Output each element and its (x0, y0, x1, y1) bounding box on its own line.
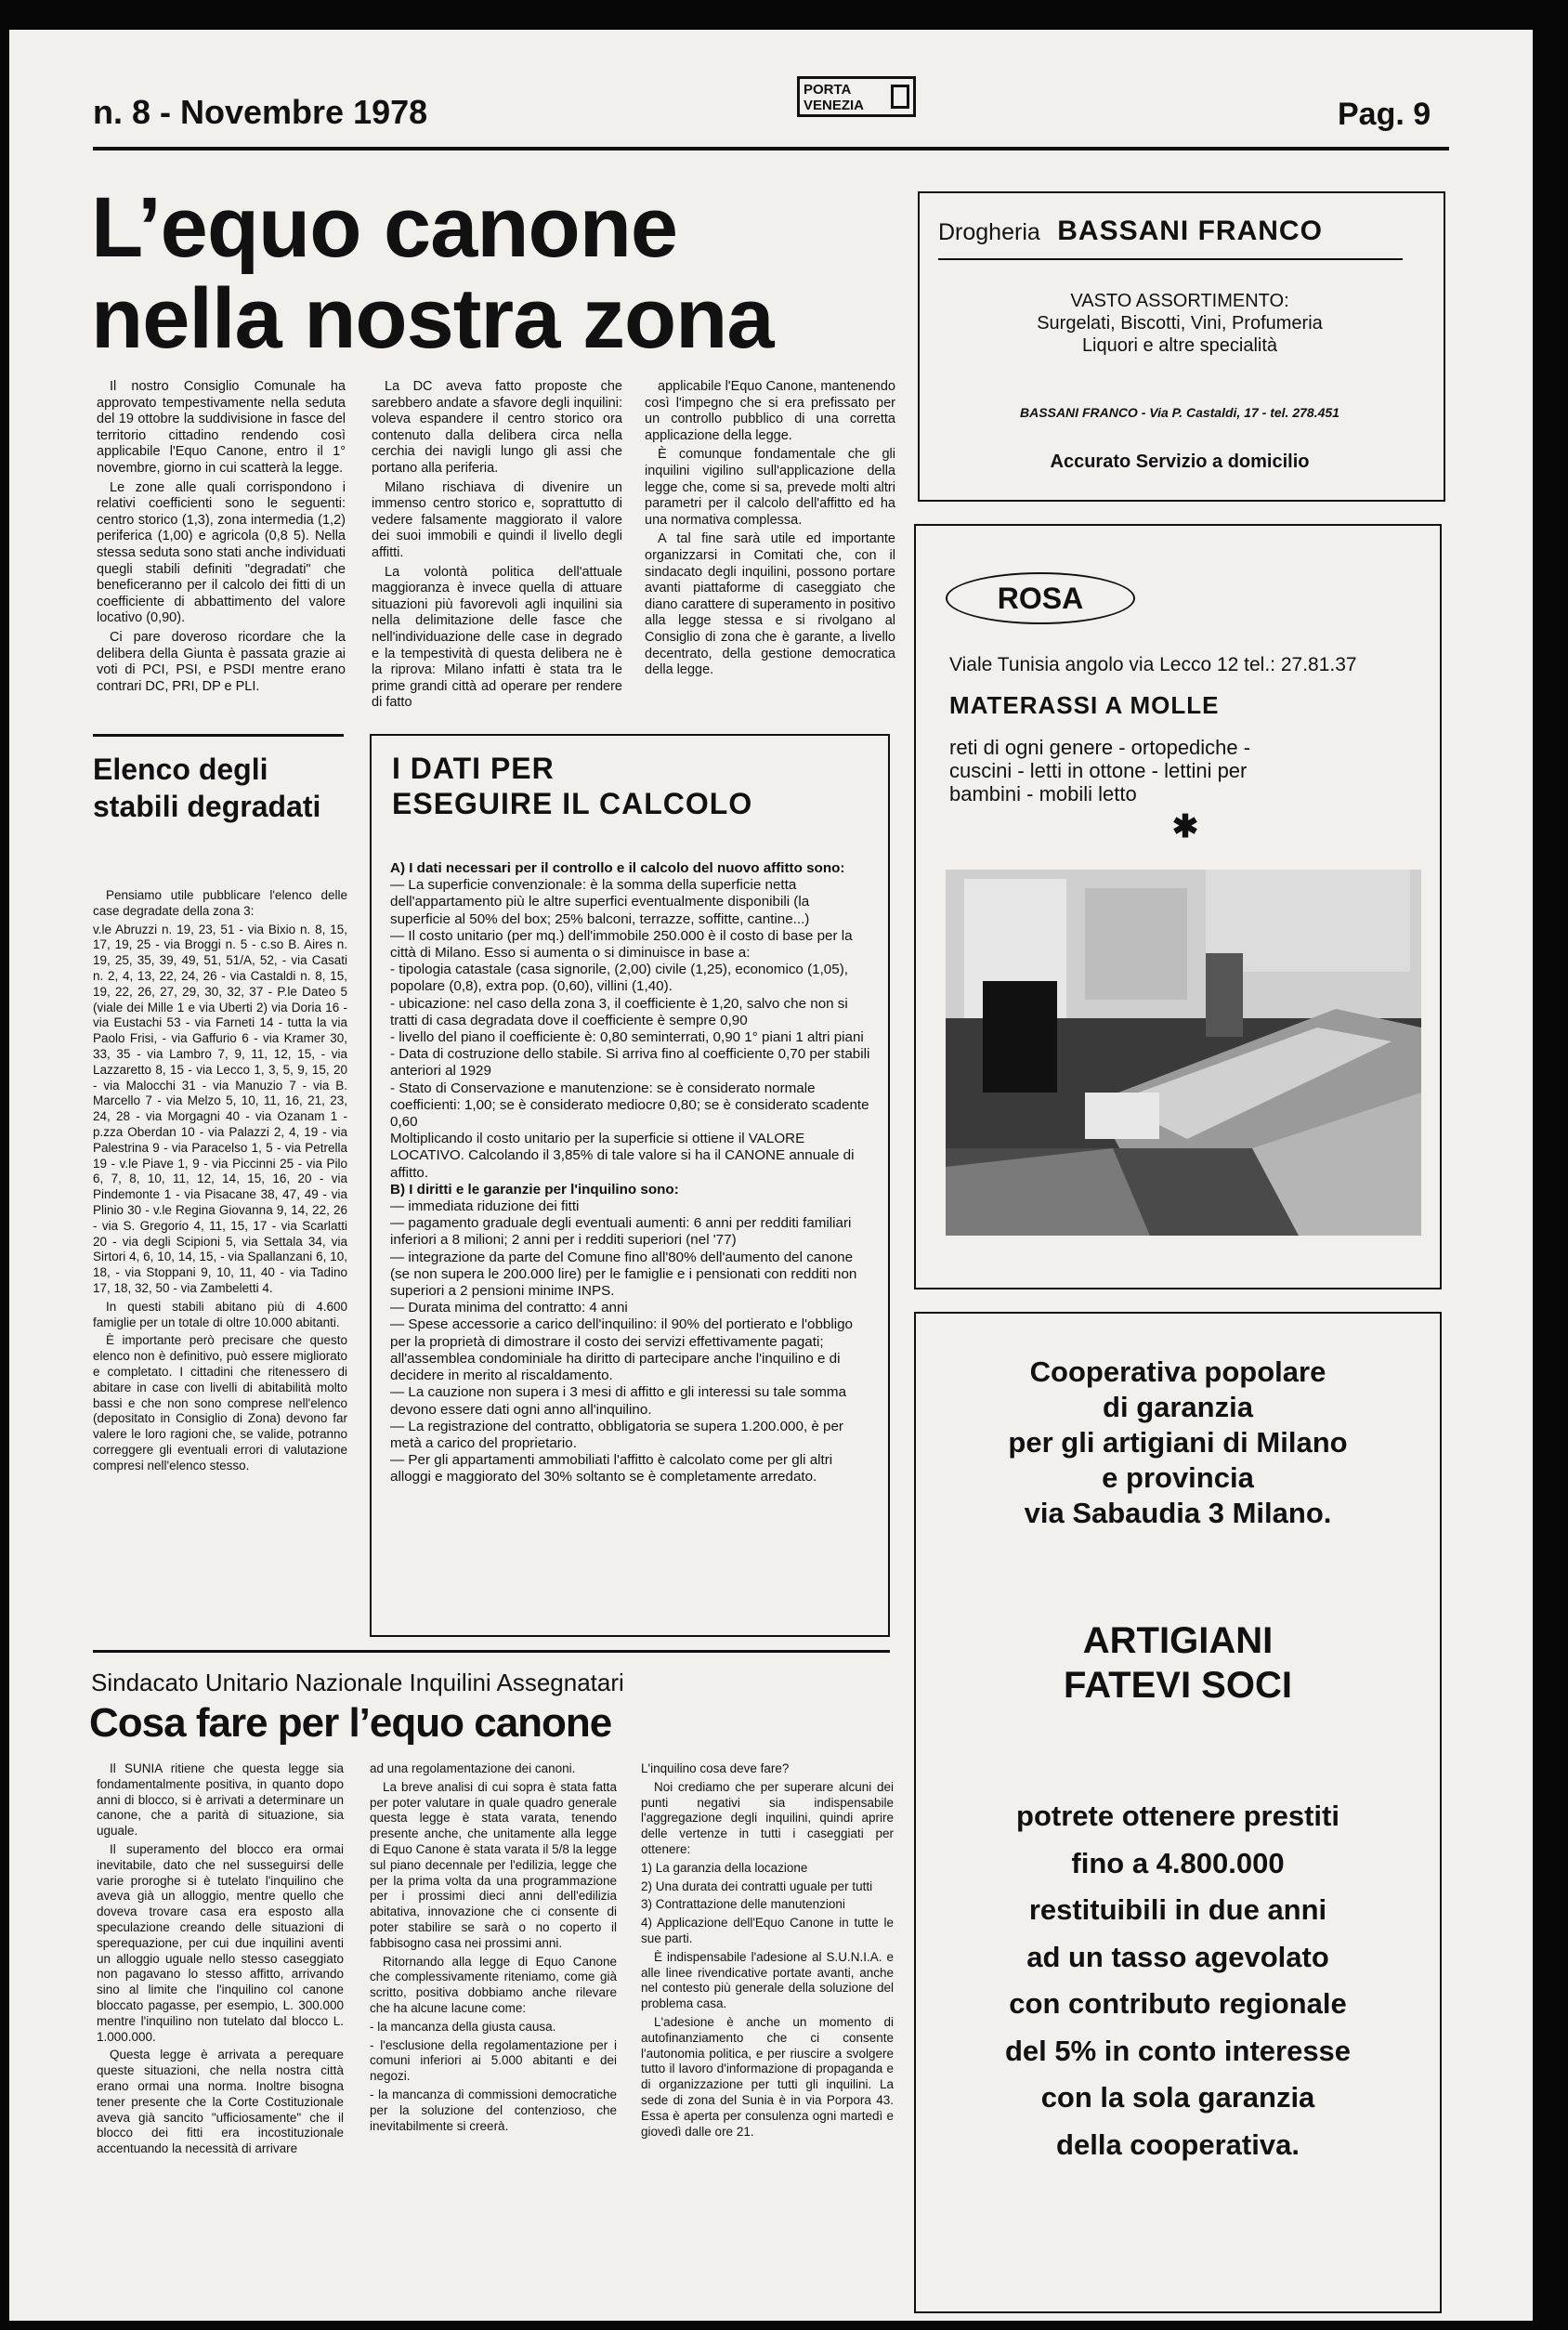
paragraph: L'adesione è anche un momento di autofinanziamento che ci consente l'autonomia politica, e per riuscire a svolgere tutto il lavoro d'informazione di propaganda e di organizzazione per tutti gli inquilini. La sede di zona del Sunia è in via Porpora 43. Essa è aperta per consulenza ogni martedì e giovedì dalle ore 21. (641, 2014, 894, 2139)
paragraph: - la mancanza della giusta causa. (370, 2019, 556, 2034)
calcolo-title-line: I DATI PER (392, 752, 555, 785)
bassani-line: VASTO ASSORTIMENTO: (1070, 291, 1289, 311)
calcolo-line: — pagamento graduale degli eventuali aumenti: 6 anni per redditi familiari inferiori a 8 milioni; 2 anni per i redditi superiori (nel '77) (390, 1215, 852, 1249)
calcolo-title-line: ESEGUIRE IL CALCOLO (392, 787, 753, 820)
coop-line: via Sabaudia 3 Milano. (1024, 1497, 1332, 1529)
calcolo-line: - ubicazione: nel caso della zona 3, il coefficiente è 1,20, salvo che non si tratti di casa degradata dove il coefficiente è sempre 0,90 (390, 995, 848, 1028)
bassani-products (929, 290, 1431, 357)
list-item: 4) Applicazione dell'Equo Canone in tutte le sue parti. (641, 1916, 894, 1945)
coop-line: Cooperativa popolare (1029, 1355, 1326, 1388)
bassani-name: BASSANI FRANCO (1057, 216, 1323, 246)
paragraph: Ritornando alla legge di Equo Canone che complessivamente riteniamo, come già scritto, positiva dobbiamo anche rilevare che ha alcune lacune come: (370, 1954, 617, 2015)
shop-photo (946, 870, 1421, 1236)
page-number: Pag. 9 (1338, 97, 1431, 132)
section-rule (93, 1650, 890, 1653)
coop-body (920, 1793, 1436, 2168)
article-column (97, 1761, 344, 2160)
coop-body-line: potrete ottenere prestiti (1016, 1800, 1339, 1832)
calcolo-line: - Data di costruzione dello stabile. Si arriva fino al coefficiente 0,70 per stabili anteriori al 1929 (390, 1046, 870, 1080)
sunia-kicker: Sindacato Unitario Nazionale Inquilini Assegnatari (91, 1669, 624, 1696)
bassani-line: Surgelati, Biscotti, Vini, Profumeria (1037, 313, 1323, 334)
sunia-title: Cosa fare per l’equo canone (89, 1700, 612, 1746)
coop-call-line: FATEVI SOCI (1064, 1665, 1292, 1706)
coop-line: di garanzia (1103, 1391, 1253, 1423)
coop-body-line: del 5% in conto interesse (1004, 2034, 1352, 2067)
calcolo-line: — Durata minima del contratto: 4 anni (390, 1300, 628, 1316)
article-column (372, 379, 622, 714)
article-column (97, 379, 346, 698)
calcolo-line: — immediata riduzione dei fitti (390, 1198, 580, 1215)
paragraph: - l'esclusione della regolamentazione per i comuni inferiori ai 5.000 abitanti e dei negozi. (370, 2037, 617, 2084)
stabili-column (93, 888, 347, 1476)
list-item: 1) La garanzia della locazione (641, 1860, 808, 1875)
shop-interior-image (946, 870, 1421, 1236)
porta-venezia-logo (797, 76, 916, 117)
calcolo-body (390, 860, 873, 1486)
calcolo-line: — integrazione da parte del Comune fino all'80% dell'aumento del canone (se non supera le 200.000 lire) per le famiglie e i pensionati con redditi non superiori a 2 pensioni minime INPS. (390, 1249, 857, 1300)
rosa-headline: MATERASSI A MOLLE (949, 691, 1220, 719)
list-item: 3) Contrattazione delle manutenzioni (641, 1897, 845, 1912)
calcolo-line: — Il costo unitario (per mq.) dell'immobile 250.000 è il costo di base per la città di Milano. Esso si aumenta o si diminuisce in base a: (390, 927, 853, 962)
paragraph: Il nostro Consiglio Comunale ha approvato tempestivamente nella seduta del 19 ottobre la suddivisione in fasce del territorio cittadino rendendo così applicabile l'Equo Canone, entro il 1° novembre, giorno in cui scatterà la legge. (97, 379, 346, 476)
paragraph: v.le Abruzzi n. 19, 23, 51 - via Bixio n. 8, 15, 17, 19, 25 - via Broggi n. 5 - c.so B. Aires n. 19, 25, 35, 39, 49, 51, 51/A, 52, - via Casati n. 2, 4, 13, 22, 24, 26 - via Castaldi n. 8, 15, 19, 22, 26, 27, 29, 30, 32, 37 - P.le Dateo 5 (viale dei Mille 1 e via Uberti 2) via Doria 16 - via Eustachi 53 - via Farneti 14 - tutta la via Paolo Frisi, - via Gaffurio 6 - via Kramer 30, 33, 35 - via Lambro 7, 9, 11, 12, 15, - via Lazzaretto 8, 15 - via Lecco 1, 3, 5, 9, 15, 20 - via Malocchi 31 - via Manuzio 7 - via B. Marcello 7 - via Melzo 5, 10, 11, 16, 21, 23, 24, 28 - via Morgagni 40 - via Ozanam 1 - p.zza Oberdan 10 - via Palazzi 2, 4, 19 - via Palestrina 9 - via Paracelso 1, 5 - via Petrella 19 - v.le Piave 1, 9 - via Piccinni 25 - via Pilo 6, 7, 8, 10, 11, 12, 14, 15, 16, 20 - via Pindemonte 1 - via Pisacane 38, 47, 49 - via Plinio 30 - v.le Regina Giovanna 9, 14, 22, 26 - via S. Gregorio 4, 11, 15, 17 - via Scarlatti 20 - via degli Scipioni 5, via Settala 34, via Sirtori 4, 6, 10, 14, 15, - via Spallanzani 6, 10, 18, - via Stoppani 9, 10, 11, 40 - via Tadino 17, 18, 32, 50 - via Zambeletti 4. (93, 922, 347, 1295)
calcolo-line: — La cauzione non supera i 3 mesi di affitto e gli interessi su tale somma devono essere dati ogni anno all'inquilino. (390, 1384, 847, 1418)
paragraph: Il superamento del blocco era ormai inevitabile, dato che nel susseguirsi delle varie proroghe si è tutelato l'inquilino che aveva già un alloggio, mentre quello che doveva trovare casa era esposto alla speculazione creando delle situazioni di sperequazione, per cui due inquilini aventi un alloggio uguale nello stesso caseggiato non pagavano lo stesso affitto, arrivando sino al limite che l'inquilino col canone bloccato pagasse, per esempio, L. 300.000 mentre l'inquilino non tutelato dal blocco L. 1.000.000. (97, 1841, 344, 2044)
calcolo-line: B) I diritti e le garanzie per l'inquilino sono: (390, 1181, 679, 1198)
headline-line: L’equo canone (91, 180, 678, 275)
main-headline (91, 182, 908, 364)
coop-line: e provincia (1102, 1461, 1254, 1494)
coop-body-line: della cooperativa. (1056, 2127, 1300, 2161)
logo-line: PORTA (804, 82, 852, 98)
paragraph: Noi crediamo che per superare alcuni dei punti negativi sia indispensabile l'aggregazione degli inquilini, quindi aprire delle vertenze in tutti i caseggiati per ottenere: (641, 1779, 894, 1856)
bassani-service: Accurato Servizio a domicilio (1050, 452, 1310, 472)
coop-body-line: con la sola garanzia (1040, 2081, 1315, 2114)
coop-call-line: ARTIGIANI (1082, 1620, 1274, 1661)
paragraph: Le zone alle quali corrispondono i relativi coefficienti sono le seguenti: centro storico (1,3), zona intermedia (1,2) periferica (1,00) e agricola (0,8 5). Nella stessa seduta sono stati anche individuati quegli stabili definiti "degradati" che beneficeranno per il calcolo dei fitti di un coefficiente di abbattimento del valore locativo (0,90). (97, 479, 346, 626)
bassani-address: BASSANI FRANCO - Via P. Castaldi, 17 - tel. 278.451 (1020, 405, 1339, 420)
bassani-label: Drogheria (938, 219, 1040, 245)
coop-body-line: fino a 4.800.000 (1071, 1846, 1285, 1879)
paragraph: Questa legge è arrivata a perequare queste situazioni, che nella nostra città erano ormai una norma. Inoltre bisogna tener presente che la Corte Costituzionale aveva già sancito "ufficiosamente" che il blocco dei fitti era incostituzionale accentuando la necessità di arrivare (97, 2048, 344, 2156)
calcolo-line: — La superficie convenzionale: è la somma della superficie netta dell'appartamento più le altre superfici eventualmente disponibili (la superficie al 50% del box; 25% balconi, terrazze, soffitte, cantine...) (390, 877, 810, 927)
calcolo-line: - tipologia catastale (casa signorile, (2,00) civile (1,25), economico (1,05), popolare (0,8), extra pop. (0,60), villini (1,40). (390, 962, 848, 995)
paragraph: ad una regolamentazione dei canoni. (370, 1761, 576, 1775)
list-item: 2) Una durata dei contratti uguale per tutti (641, 1878, 873, 1893)
logo-arrow-icon (891, 85, 909, 109)
paragraph: È indispensabile l'adesione al S.U.N.I.A. e alle linee rivendicative portate avanti, anche nel contesto più generale della soluzione del problema casa. (641, 1949, 894, 2011)
paragraph: Ci pare doveroso ricordare che la delibera della Giunta è passata grazie ai voti di PCI, PSI, e PSDI mentre erano contrari DC, PRI, DP e PLI. (97, 629, 346, 694)
paragraph: Milano rischiava di divenire un immenso centro storico e, soprattutto di vedere falsamente maggiorato il valore dei suoi immobili e quindi il livello degli affitti. (372, 479, 622, 560)
article-column (645, 379, 895, 682)
paragraph: - la mancanza di commissioni democratiche per la soluzione del contenzioso, che inevitabilmente si creerà. (370, 2087, 617, 2133)
coop-body-line: restituibili in due anni (1028, 1893, 1327, 1926)
paragraph: La volontà politica dell'attuale maggioranza è invece quella di attuare situazioni più favorevoli agli inquilini sia nella delimitazione delle fasce che nell'individuazione delle case in degrado e la tempestività di questa delibera ne è la riprova: Milano infatti è stata tra le prime grandi città ad operare per rendere di fatto (372, 564, 622, 711)
bassani-header (938, 216, 1421, 247)
masthead-rule (93, 147, 1449, 151)
calcolo-line: Moltiplicando il costo unitario per la superficie si ottiene il VALORE LOCATIVO. Calcolando il 3,85% di tale valore si ha il CANONE annuale di affitto. (390, 1131, 855, 1181)
headline-line: nella nostra zona (91, 271, 774, 366)
paragraph: A tal fine sarà utile ed importante organizzarsi in Comitati che, con il sindacato degli inquilini, possono portare avanti piattaforme di caseggiato che diano carattere di superamento in positivo alla legge stessa e si rivolgano al Consiglio di zona che è garante, a livello decentrato, della gestione democratica della legge. (645, 531, 895, 678)
paragraph: Il SUNIA ritiene che questa legge sia fondamentalmente positiva, in quanto dopo anni di blocco, si è arrivati a determinare un canone, che a parità di situazione, sia uguale. (97, 1761, 344, 1839)
paragraph: La breve analisi di cui sopra è stata fatta per poter valutare in quale quadro generale questa legge è stata varata, tenendo presente anche, che unitamente alla legge di Equo Canone è stata varata il 5/8 la legge sul piano decennale per l'edilizia, legge che per la prima volta da una programmazione per i prossimi dieci anni dell'edilizia abitativa, innovazione che ci consente di poter stabilire se sarà o no coperto il fabbisogno casa nei prossimi anni. (370, 1779, 617, 1950)
coop-line: per gli artigiani di Milano (1008, 1426, 1348, 1459)
paragraph: applicabile l'Equo Canone, mantenendo così l'impegno che si era prefissato per un controllo pubblico di una corretta applicazione della legge. (645, 379, 895, 443)
calcolo-line: A) I dati necessari per il controllo e il calcolo del nuovo affitto sono: (390, 860, 845, 876)
rosa-address: Viale Tunisia angolo via Lecco 12 tel.: 27.81.37 (949, 654, 1357, 675)
paragraph: È importante però precisare che questo elenco non è definitivo, può essere migliorato e completato. I cittadini che ritenessero di abitare in case con livelli di abitabilità molto bassi e che non sono comprese nell'elenco (depositato in Consiglio di Zona) devono far valere le loro ragioni che, se valide, potranno correggere gli eventuali errori di valutazione compresi nell'elenco stesso. (93, 1333, 347, 1473)
star-icon: ✱ (1171, 809, 1199, 844)
stabili-title: Elenco degli stabili degradati (93, 753, 321, 823)
calcolo-line: - Stato di Conservazione e manutenzione: se è considerato normale coefficienti: 1,00; se è considerato mediocre 0,80; se è considerato scadente 0,60 (390, 1080, 869, 1131)
calcolo-line: — La registrazione del contratto, obbligatoria se supera 1.200.000, è per metà a carico del proprietario. (390, 1418, 843, 1451)
coop-call (920, 1618, 1436, 1708)
calcolo-title (392, 751, 875, 821)
rosa-logo: ROSA (946, 572, 1135, 624)
coop-body-line: con contributo regionale (1009, 1987, 1347, 2020)
paragraph: L'inquilino cosa deve fare? (641, 1761, 790, 1775)
article-column (370, 1761, 617, 2137)
rosa-description: reti di ogni genere - ortopediche - cuscini - letti in ottone - lettini per bambini - mobili letto (949, 736, 1251, 805)
calcolo-line: — Per gli appartamenti ammobiliati l'affitto è calcolato come per gli altri alloggi e maggiorato del 30% soltanto se è completamente arredato. (390, 1452, 833, 1486)
calcolo-line: — Spese accessorie a carico dell'inquilino: il 90% del portierato e l'obbligo per la proprietà di dimostrare il costo dei servizi effettivamente pagati; all'assemblea condominiale ha diritto di partecipare anche l'inquilino e di decidere in merito al riscaldamento. (390, 1316, 853, 1384)
paragraph: In questi stabili abitano più di 4.600 famiglie per un totale di oltre 10.000 abitanti. (93, 1299, 347, 1329)
bassani-line: Liquori e altre specialità (1081, 335, 1278, 356)
paragraph: Pensiamo utile pubblicare l'elenco delle case degradate della zona 3: (93, 888, 347, 918)
coop-header (920, 1355, 1436, 1531)
section-rule (93, 734, 344, 737)
paragraph: La DC aveva fatto proposte che sarebbero andate a sfavore degli inquilini: voleva espandere il centro storico ora contenuto dalla delibera circa nella cerchia dei navigli lungo gli assi che portano alla periferia. (372, 379, 622, 476)
issue-label: n. 8 - Novembre 1978 (93, 93, 428, 131)
paragraph: È comunque fondamentale che gli inquilini vigilino sull'applicazione della legge che, come si sa, prevede molti altri parametri per il calcolo dell'affitto ed ha una normativa complessa. (645, 447, 895, 528)
coop-body-line: ad un tasso agevolato (1026, 1940, 1329, 1973)
logo-line: VENEZIA (804, 98, 865, 113)
calcolo-line: - livello del piano il coefficiente è: 0,80 seminterrati, 0,90 1° piani 1 altri piani (390, 1029, 864, 1046)
ad-rule (938, 258, 1403, 260)
article-column (641, 1761, 894, 2142)
